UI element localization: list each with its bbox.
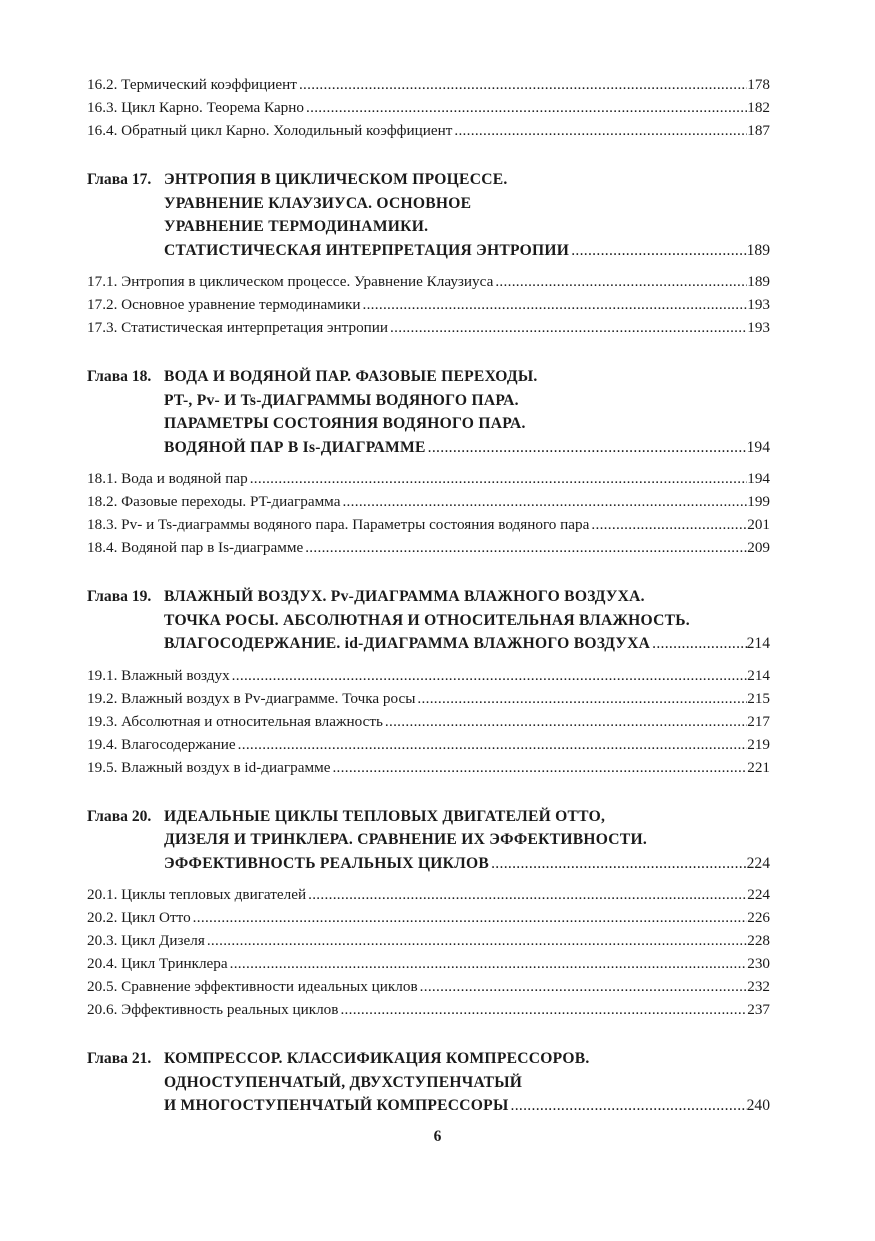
dot-leader [191, 906, 748, 929]
toc-entry-number: 19.1. [87, 666, 118, 684]
toc-entry-page: 237 [747, 1001, 770, 1018]
toc-entry-page: 228 [747, 932, 770, 949]
toc-entry-title [87, 490, 340, 513]
toc-entry-page: 201 [747, 516, 770, 533]
chapter-page: 194 [746, 438, 770, 456]
chapter-title-line: И МНОГОСТУПЕНЧАТЫЙ КОМПРЕССОРЫ [164, 1097, 509, 1114]
toc-entry-title [87, 952, 228, 975]
toc-entry-text: Цикл Дизеля [121, 932, 205, 949]
toc-entry[interactable] [87, 687, 770, 710]
chapter-page: 224 [746, 854, 770, 872]
chapter-sections [87, 883, 770, 1021]
chapter-title-line: ТОЧКА РОСЫ. АБСОЛЮТНАЯ И ОТНОСИТЕЛЬНАЯ ВЛАЖНОСТЬ. [164, 611, 690, 629]
chapter-title-line: ВОДА И ВОДЯНОЙ ПАР. ФАЗОВЫЕ ПЕРЕХОДЫ. [164, 368, 538, 385]
toc-entry-page: 199 [747, 493, 770, 510]
chapter-sections [87, 467, 770, 559]
toc-entry[interactable] [87, 975, 770, 998]
toc-entry-text: Цикл Отто [121, 909, 191, 926]
toc-entry-number: 16.2. [87, 76, 118, 93]
toc-entry-page: 189 [747, 273, 770, 290]
chapter-page: 240 [746, 1097, 770, 1114]
chapter-heading-line [87, 632, 770, 656]
toc-entry[interactable] [87, 293, 770, 316]
toc-entry[interactable] [87, 316, 770, 339]
chapter-block [87, 365, 770, 559]
toc-entry-title [87, 710, 383, 733]
dot-leader [230, 664, 748, 687]
toc-entry-number: 16.3. [87, 99, 118, 116]
toc-entry-text: Водяной пар в Is-диаграмме [121, 539, 304, 556]
toc-entry-text: Влажный воздух в id-диаграмме [121, 758, 331, 776]
toc-entry[interactable] [87, 96, 770, 119]
toc-entry-title [87, 756, 330, 779]
chapter-title-line: ЭФФЕКТИВНОСТЬ РЕАЛЬНЫХ ЦИКЛОВ [164, 854, 490, 872]
dot-leader [338, 998, 747, 1021]
toc-entry-text: Термический коэффициент [121, 76, 297, 93]
toc-entry-number: 20.3. [87, 932, 118, 949]
toc-entry-page: 193 [747, 296, 770, 313]
toc-entry-title [87, 929, 205, 952]
toc-entry[interactable] [87, 119, 770, 142]
toc-entry[interactable] [87, 929, 770, 952]
chapter-title-line: ОДНОСТУПЕНЧАТЫЙ, ДВУХСТУПЕНЧАТЫЙ [164, 1073, 523, 1091]
dot-leader [205, 929, 747, 952]
toc-entry-page: 193 [747, 319, 770, 336]
dot-leader [248, 467, 748, 490]
chapter-sections [87, 664, 770, 779]
toc-entry-page: 224 [747, 886, 770, 903]
dot-leader [304, 96, 747, 119]
toc-entry[interactable] [87, 710, 770, 733]
toc-entry-text: Pv- и Ts-диаграммы водяного пара. Параметры состояния водяного пара [121, 516, 590, 533]
dot-leader [489, 852, 747, 876]
dot-leader [452, 119, 747, 142]
chapter-heading-line [87, 436, 770, 460]
chapter-heading-line [87, 1047, 770, 1071]
toc-entry-title [87, 687, 415, 710]
chapter-heading-line [87, 828, 770, 852]
toc-entry-text: Цикл Тринклера [121, 955, 228, 972]
toc-entry-title [87, 119, 452, 142]
toc-entry-page: 232 [747, 978, 770, 995]
chapter-heading[interactable] [87, 365, 770, 459]
toc-entry-text: Абсолютная и относительная влажность [121, 712, 383, 730]
toc-entry[interactable] [87, 467, 770, 490]
chapter-title-line: ПАРАМЕТРЫ СОСТОЯНИЯ ВОДЯНОГО ПАРА. [164, 415, 526, 432]
toc-entry-number: 18.3. [87, 516, 118, 533]
toc-entry-text: Влажный воздух [121, 666, 230, 684]
toc-entry-title [87, 467, 248, 490]
toc-entry[interactable] [87, 490, 770, 513]
chapter-title-line: ЭНТРОПИЯ В ЦИКЛИЧЕСКОМ ПРОЦЕССЕ. [164, 171, 508, 188]
chapter-block [87, 168, 770, 339]
toc-entry-number: 16.4. [87, 122, 118, 139]
toc-entry-page: 182 [747, 99, 770, 116]
toc-entry[interactable] [87, 270, 770, 293]
dot-leader [330, 756, 747, 779]
toc-entry-text: Эффективность реальных циклов [121, 1001, 339, 1018]
chapter-heading-line [87, 192, 770, 216]
toc-entry-page: 187 [747, 122, 770, 139]
toc-entry-page: 215 [747, 689, 770, 707]
toc-entry[interactable] [87, 756, 770, 779]
dot-leader [383, 710, 747, 733]
toc-entry-number: 17.1. [87, 273, 118, 290]
toc-entry-number: 19.5. [87, 758, 118, 776]
toc-entry-title [87, 513, 589, 536]
chapter-heading-line [87, 609, 770, 633]
toc-entry-title [87, 664, 230, 687]
toc-entry-title [87, 536, 303, 559]
toc-entry-number: 17.3. [87, 319, 118, 336]
dot-leader [509, 1094, 747, 1118]
chapter-heading-line [87, 215, 770, 239]
chapter-heading-line [87, 365, 770, 389]
dot-leader [415, 687, 747, 710]
chapter-title-line: ИДЕАЛЬНЫЕ ЦИКЛЫ ТЕПЛОВЫХ ДВИГАТЕЛЕЙ ОТТО, [164, 807, 606, 825]
toc-entry-text: Обратный цикл Карно. Холодильный коэффициент [121, 122, 453, 139]
toc-entry-text: Влагосодержание [121, 735, 236, 753]
toc-entry[interactable] [87, 998, 770, 1021]
toc-entry-text: Сравнение эффективности идеальных циклов [121, 978, 418, 995]
dot-leader [236, 733, 748, 756]
toc-entry-page: 209 [747, 539, 770, 556]
chapter-heading-line [87, 805, 770, 829]
dot-leader [303, 536, 747, 559]
toc-entry-page: 219 [747, 735, 770, 753]
toc-entry-text: Статистическая интерпретация энтропии [121, 319, 389, 336]
toc-entry-title [87, 906, 191, 929]
chapter-heading[interactable] [87, 585, 770, 656]
chapter-list [87, 168, 770, 1118]
toc-entry-number: 18.2. [87, 493, 118, 510]
chapter-heading-line [87, 1071, 770, 1095]
chapter-label: Глава 19. [87, 588, 152, 605]
toc-entry-title [87, 96, 304, 119]
chapter-heading-line [87, 1094, 770, 1118]
toc-entry-title [87, 293, 360, 316]
toc-entry-number: 19.2. [87, 689, 118, 707]
chapter-heading-line [87, 585, 770, 609]
toc-entry-number: 20.1. [87, 886, 118, 903]
toc-entry-page: 178 [747, 76, 770, 93]
dot-leader [569, 239, 746, 263]
chapter-label: Глава 21. [87, 1050, 152, 1067]
chapter-title-line: PT-, Pv- И Ts-ДИАГРАММЫ ВОДЯНОГО ПАРА. [164, 391, 519, 409]
chapter-sections [87, 270, 770, 339]
toc-entry-number: 20.4. [87, 955, 118, 972]
chapter-heading-line [87, 412, 770, 436]
toc-entry[interactable] [87, 733, 770, 756]
chapter-title-line: ВЛАЖНЫЙ ВОЗДУХ. Pv-ДИАГРАММА ВЛАЖНОГО ВОЗДУХА. [164, 588, 645, 605]
toc-entry-page: 221 [747, 758, 770, 776]
intro-section-items [87, 73, 770, 142]
toc-entry-text: Основное уравнение термодинамики [121, 296, 361, 313]
toc-entry-title [87, 998, 338, 1021]
toc-entry-title [87, 733, 236, 756]
dot-leader [340, 490, 747, 513]
dot-leader [306, 883, 747, 906]
chapter-title-line: УРАВНЕНИЕ ТЕРМОДИНАМИКИ. [164, 218, 429, 235]
dot-leader [228, 952, 748, 975]
chapter-heading[interactable] [87, 805, 770, 876]
table-of-contents [87, 73, 770, 1118]
chapter-title-line: ДИЗЕЛЯ И ТРИНКЛЕРА. СРАВНЕНИЕ ИХ ЭФФЕКТИВНОСТИ. [164, 831, 647, 848]
toc-entry-number: 20.2. [87, 909, 118, 926]
chapter-block [87, 805, 770, 1022]
toc-entry-text: Энтропия в циклическом процессе. Уравнение Клаузиуса [121, 273, 494, 290]
dot-leader [297, 73, 747, 96]
chapter-heading-line [87, 168, 770, 192]
toc-entry-number: 18.1. [87, 470, 118, 487]
chapter-title-line: ВОДЯНОЙ ПАР В Is-ДИАГРАММЕ [164, 438, 426, 456]
toc-entry-text: Вода и водяной пар [121, 470, 248, 487]
toc-entry-title [87, 316, 388, 339]
toc-entry-number: 20.6. [87, 1001, 118, 1018]
chapter-heading[interactable] [87, 1047, 770, 1118]
page-number: 6 [433, 1128, 442, 1145]
dot-leader [589, 513, 747, 536]
toc-entry-page: 194 [747, 470, 770, 487]
chapter-title-line: СТАТИСТИЧЕСКАЯ ИНТЕРПРЕТАЦИЯ ЭНТРОПИИ [164, 241, 570, 259]
chapter-heading-line [87, 852, 770, 876]
chapter-heading-line [87, 239, 770, 263]
toc-entry-title [87, 73, 297, 96]
toc-entry-text: Циклы тепловых двигателей [121, 886, 307, 903]
chapter-title-line: ВЛАГОСОДЕРЖАНИЕ. id-ДИАГРАММА ВЛАЖНОГО ВОЗДУХА [164, 635, 651, 652]
toc-entry-number: 17.2. [87, 296, 118, 313]
toc-entry[interactable] [87, 906, 770, 929]
toc-entry[interactable] [87, 952, 770, 975]
chapter-label: Глава 20. [87, 807, 152, 825]
dot-leader [426, 436, 747, 460]
toc-entry-title [87, 975, 418, 998]
toc-entry-text: Фазовые переходы. PT-диаграмма [121, 493, 341, 510]
chapter-page: 214 [746, 635, 770, 652]
toc-entry[interactable] [87, 536, 770, 559]
chapter-title-line: УРАВНЕНИЕ КЛАУЗИУСА. ОСНОВНОЕ [164, 194, 472, 212]
toc-entry-text: Цикл Карно. Теорема Карно [121, 99, 304, 116]
chapter-label: Глава 17. [87, 171, 152, 188]
dot-leader [493, 270, 747, 293]
toc-entry-page: 226 [747, 909, 770, 926]
toc-entry-number: 19.4. [87, 735, 118, 753]
chapter-title-line: КОМПРЕССОР. КЛАССИФИКАЦИЯ КОМПРЕССОРОВ. [164, 1050, 590, 1067]
chapter-page: 189 [746, 241, 770, 259]
toc-entry-number: 20.5. [87, 978, 118, 995]
dot-leader [418, 975, 748, 998]
toc-entry-number: 19.3. [87, 712, 118, 730]
toc-entry-page: 230 [747, 955, 770, 972]
chapter-block [87, 1047, 770, 1118]
toc-entry-page: 214 [747, 666, 770, 684]
toc-entry-number: 18.4. [87, 539, 118, 556]
toc-entry-text: Влажный воздух в Pv-диаграмме. Точка росы [121, 689, 416, 707]
toc-entry[interactable] [87, 513, 770, 536]
chapter-heading[interactable] [87, 168, 770, 262]
dot-leader [388, 316, 747, 339]
toc-entry[interactable] [87, 73, 770, 96]
chapter-label: Глава 18. [87, 368, 152, 385]
toc-entry-title [87, 883, 306, 906]
chapter-block [87, 585, 770, 779]
dot-leader [650, 632, 746, 656]
toc-entry-page: 217 [747, 712, 770, 730]
dot-leader [360, 293, 747, 316]
toc-entry-title [87, 270, 493, 293]
chapter-heading-line [87, 389, 770, 413]
toc-entry[interactable] [87, 664, 770, 687]
toc-entry[interactable] [87, 883, 770, 906]
